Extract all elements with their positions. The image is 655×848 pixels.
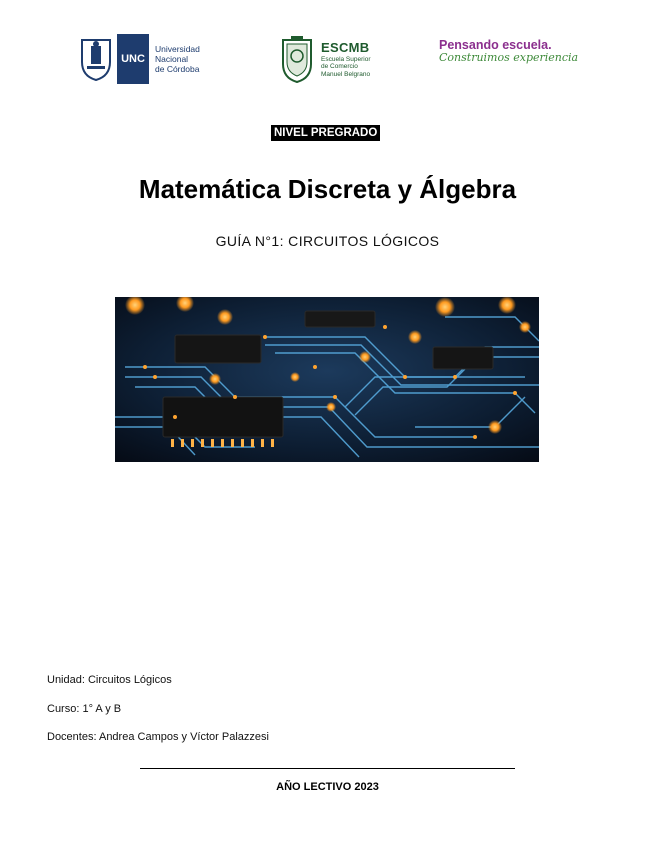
pensando-line1: Pensando escuela. <box>439 38 552 52</box>
escmb-subtext: Escuela Superior de Comercio Manuel Belgrano <box>321 55 371 78</box>
academic-year: AÑO LECTIVO 2023 <box>276 781 379 793</box>
teachers-line: Docentes: Andrea Campos y Víctor Palazzesi <box>47 731 269 743</box>
escmb-crest-icon <box>279 34 315 84</box>
level-badge: NIVEL PREGRADO <box>271 125 380 141</box>
unc-badge: UNC <box>117 34 149 84</box>
divider-line <box>140 768 515 769</box>
unc-logo <box>77 34 205 84</box>
document-title: Matemática Discreta y Álgebra <box>138 174 517 204</box>
unc-crest-icon <box>77 36 115 82</box>
document-subtitle: GUÍA N°1: CIRCUITOS LÓGICOS <box>215 233 440 249</box>
pensando-line2: Construimos experiencia <box>439 51 579 64</box>
unc-name: Universidad Nacional de Córdoba <box>155 44 200 74</box>
unit-line: Unidad: Circuitos Lógicos <box>47 674 172 686</box>
course-line: Curso: 1° A y B <box>47 703 122 715</box>
escmb-logo <box>279 34 379 84</box>
pensando-escuela-logo <box>439 38 579 78</box>
circuit-board-image <box>115 297 539 462</box>
escmb-name: ESCMB <box>321 39 370 55</box>
